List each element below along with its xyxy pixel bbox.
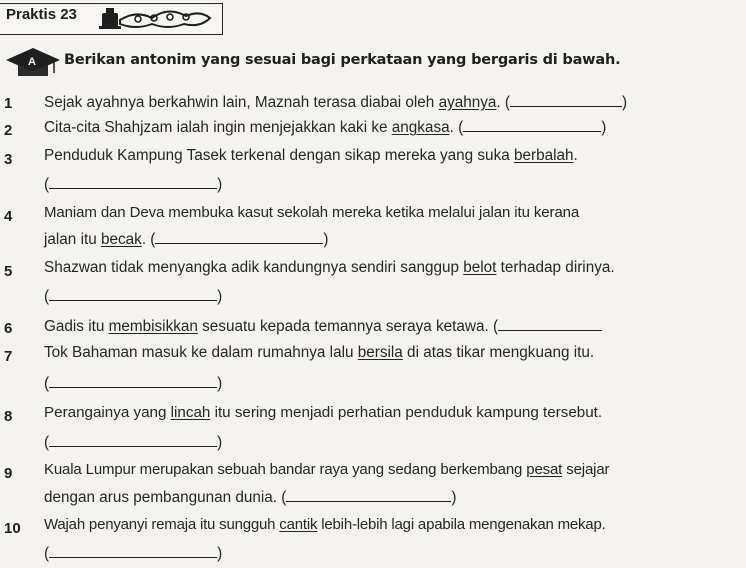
svg-text:A: A: [28, 56, 36, 68]
answer-blank[interactable]: [49, 432, 217, 447]
question-9: Kuala Lumpur merupakan sebuah bandar raya yang sedang berkembang pesat sejajar: [44, 461, 610, 478]
question-3: Penduduk Kampung Tasek terkenal dengan sikap mereka yang suka berbalah.: [44, 147, 578, 164]
underlined-word: berbalah: [513, 147, 574, 164]
underlined-word: belot: [463, 259, 497, 276]
answer-blank[interactable]: [49, 543, 217, 558]
underlined-word: bersila: [357, 344, 403, 361]
question-10-answer-line: ( ): [44, 545, 223, 562]
underlined-word: angkasa: [391, 119, 450, 136]
question-number: 7: [4, 348, 13, 365]
question-5-answer-line: ( ): [44, 288, 223, 305]
underlined-word: ayahnya: [438, 94, 497, 111]
question-number: 3: [4, 151, 13, 168]
answer-blank[interactable]: [510, 92, 622, 107]
answer-blank[interactable]: [498, 316, 602, 331]
underlined-word: pesat: [526, 461, 563, 478]
question-3-answer-line: ( ): [44, 176, 223, 193]
answer-blank[interactable]: [463, 117, 601, 132]
answer-blank[interactable]: [49, 174, 217, 189]
underlined-word: lincah: [170, 404, 211, 421]
question-9-line-2: dengan arus pembangunan dunia. ( ): [44, 489, 457, 506]
question-number: 1: [4, 95, 13, 112]
question-number: 8: [4, 408, 13, 425]
question-4-line-2: jalan itu becak. ( ): [44, 231, 329, 248]
ink-pot-icon: [96, 2, 216, 32]
question-8-answer-line: ( ): [44, 434, 223, 451]
graduation-cap-icon: [4, 46, 62, 80]
question-2: Cita-cita Shahjzam ialah ingin menjejakkan kaki ke angkasa. ( ): [44, 119, 607, 136]
answer-blank[interactable]: [286, 487, 451, 502]
question-10: Wajah penyanyi remaja itu sungguh cantik lebih-lebih lagi apabila mengenakan mekap.: [44, 516, 606, 533]
answer-blank[interactable]: [49, 373, 217, 388]
question-4: Maniam dan Deva membuka kasut sekolah mereka ketika melalui jalan itu kerana: [44, 204, 580, 221]
question-7-answer-line: ( ): [44, 375, 223, 392]
question-8: Perangainya yang lincah itu sering menjadi perhatian penduduk kampung tersebut.: [44, 404, 603, 421]
question-number: 5: [4, 263, 13, 280]
question-number: 10: [4, 520, 21, 537]
question-number: 2: [4, 122, 13, 139]
question-5: Shazwan tidak menyangka adik kandungnya sendiri sanggup belot terhadap dirinya.: [44, 259, 615, 276]
instruction-text: Berikan antonim yang sesuai bagi perkataan yang bergaris di bawah.: [64, 52, 621, 68]
question-number: 9: [4, 465, 13, 482]
underlined-word: membisikkan: [108, 318, 198, 335]
question-number: 4: [4, 208, 13, 225]
underlined-word: becak: [100, 231, 142, 248]
question-1: Sejak ayahnya berkahwin lain, Maznah terasa diabai oleh ayahnya. ( ): [44, 94, 628, 111]
underlined-word: cantik: [279, 516, 318, 533]
answer-blank[interactable]: [155, 229, 323, 244]
question-number: 6: [4, 320, 13, 337]
question-6: Gadis itu membisikkan sesuatu kepada temannya seraya ketawa. (: [44, 316, 602, 336]
answer-blank[interactable]: [49, 286, 217, 301]
practice-title: Praktis 23: [6, 6, 77, 23]
question-7: Tok Bahaman masuk ke dalam rumahnya lalu bersila di atas tikar mengkuang itu.: [44, 344, 595, 361]
